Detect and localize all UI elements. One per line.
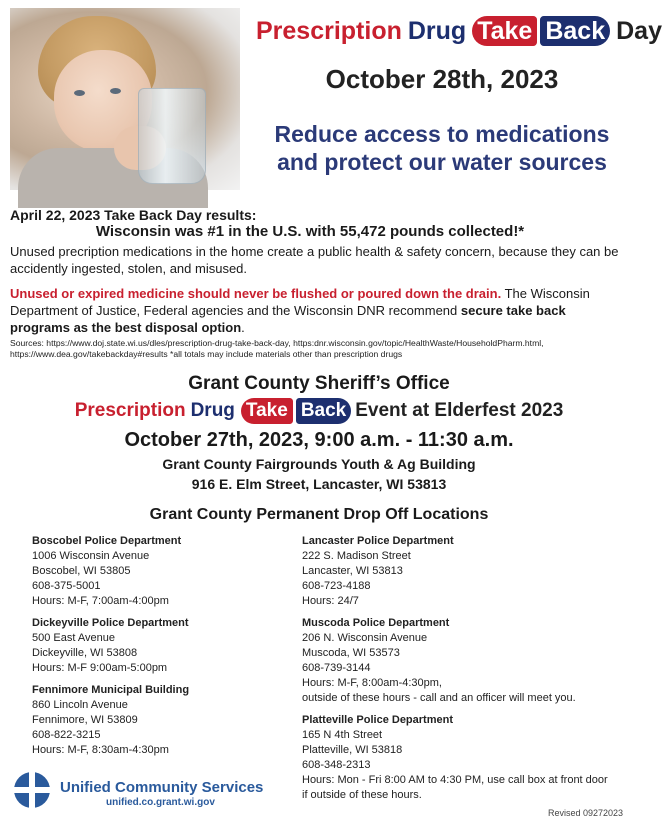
title-drug: Drug [407,16,467,45]
event-venue: Grant County Fairgrounds Youth & Ag Building [162,456,476,472]
drop-off-locations-title: Grant County Permanent Drop Off Locations [149,506,489,523]
title-back-badge: Back [540,16,610,46]
event-rest: Event at Elderfest 2023 [355,400,564,421]
locations-left-column [32,534,282,765]
location-entry: Lancaster Police Department 222 S. Madison Street Lancaster, WI 53813 608-723-4188 Hours: 24/7 [302,535,454,607]
tagline [256,120,628,176]
location-entry: Dickeyville Police Department 500 East Avenue Dickeyville, WI 53808 Hours: M-F 9:00am-5:00pm [32,617,189,674]
event-prescription: Prescription [74,400,186,421]
disposal-warning: Unused or expired medicine should never be flushed or poured down the drain. [10,286,502,301]
take-back-date: October 28th, 2023 [325,64,559,94]
revised-date: Revised 09272023 [548,808,624,818]
ucs-cross-logo-icon [14,772,50,808]
child-drinking-water-photo [10,8,240,190]
location-entry: Boscobel Police Department 1006 Wisconsin Avenue Boscobel, WI 53805 608-375-5001 Hours: M-F, 7:00am-4:00pm [32,535,182,607]
ucs-org-url: unified.co.grant.wi.gov [106,797,215,808]
location-entry: Platteville Police Department 165 N 4th Street Platteville, WI 53818 608-348-2313 Hours: Mon - Fri 8:00 AM to 4:30 PM, use call box at front door if outside of these hours. [302,714,608,801]
location-entry: Fennimore Municipal Building 860 Lincoln Avenue Fennimore, WI 53809 608-822-3215 Hours: M-F, 8:30am-4:30pm [32,684,190,756]
title-prescription: Prescription [256,16,402,45]
take-back-day-title [256,16,662,46]
tagline-line-2: and protect our water sources [277,149,607,175]
title-take-badge: Take [472,16,537,46]
event-back-badge: Back [296,398,351,424]
sources-note: Sources: https://www.doj.state.wi.us/dles/prescription-drug-take-back-day, https:dnr.wisconsin.gov/topic/HealthWaste/HouseholdPharm.html, https://www.dea.gov/takebackday#results *all totals may include materials other than prescription drugs [10,338,544,359]
disposal-paragraph: Unused or expired medicine should never be flushed or poured down the drain. The Wisconsin Department of Justice, Federal agencies and the Wisconsin DNR recommend secure take back programs as the best disposal option. [10,286,590,335]
results-heading: April 22, 2023 Take Back Day results: [10,207,257,223]
event-datetime: October 27th, 2023, 9:00 a.m. - 11:30 a.m. [124,429,514,451]
sheriff-office-heading: Grant County Sheriff’s Office [188,373,450,394]
disposal-best-option: secure take back programs as the best disposal option [10,303,566,335]
ucs-org-name: Unified Community Services [60,779,264,796]
elderfest-event-heading [0,398,638,424]
event-drug: Drug [190,400,235,421]
event-take-badge: Take [241,398,293,424]
locations-right-column [302,534,614,810]
results-highlight: Wisconsin was #1 in the U.S. with 55,472 pounds collected!* [95,223,525,240]
safety-paragraph: Unused precription medications in the home create a public health & safety concern, because they can be accidently ingested, stolen, and misused. [10,244,619,276]
title-day: Day [616,16,662,45]
event-address: 916 E. Elm Street, Lancaster, WI 53813 [191,476,447,492]
disposal-recommendation: The Wisconsin Department of Justice, Federal agencies and the Wisconsin DNR recommend [10,286,590,318]
location-entry: Muscoda Police Department 206 N. Wisconsin Avenue Muscoda, WI 53573 608-739-3144 Hours: M-F, 8:00am-4:30pm, outside of these hours - call and an officer will meet you. [302,617,576,704]
tagline-line-1: Reduce access to medications [274,121,610,147]
